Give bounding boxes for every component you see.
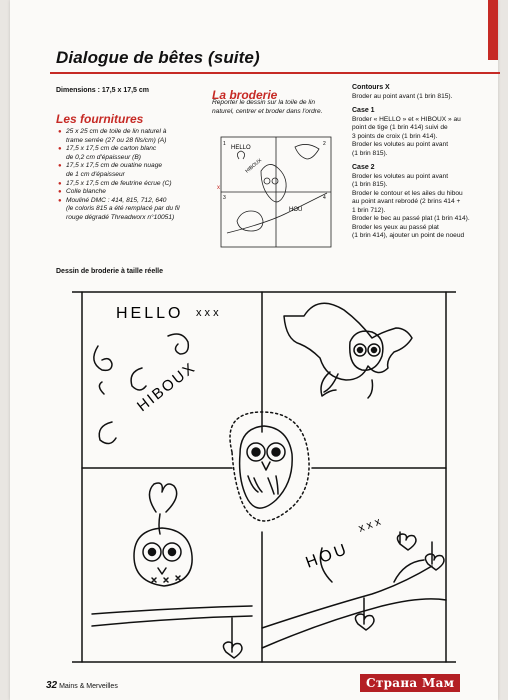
step-case-2 bbox=[352, 164, 492, 241]
sitting-owl-pupil bbox=[169, 549, 176, 556]
swirl bbox=[131, 368, 146, 390]
embroidery-pattern bbox=[72, 282, 456, 672]
list-item: trame serrée (27 ou 28 fils/cm) (A) bbox=[66, 136, 167, 144]
sitting-owl-pupil bbox=[149, 549, 156, 556]
list-item: (le coloris 815 a été remplacé par du fil bbox=[66, 205, 180, 213]
small-label-hello: HELLO bbox=[231, 145, 251, 151]
flying-owl-wings bbox=[284, 303, 412, 380]
dimensions-value: 17,5 x 17,5 cm bbox=[101, 87, 149, 94]
swirl bbox=[168, 334, 188, 354]
title-divider bbox=[50, 72, 500, 74]
broderie-line: Reporter le dessin sur la toile de lin bbox=[212, 99, 315, 106]
step-line: (1 brin 414), ajouter un point de noeud bbox=[352, 232, 465, 239]
dimensions bbox=[56, 87, 149, 94]
broderie-text bbox=[212, 99, 342, 116]
small-label-hou: HOU bbox=[289, 207, 303, 213]
sitting-owl-cross-stitches bbox=[152, 576, 180, 582]
step-line: Broder le bec au passé plat (1 brin 414). bbox=[352, 215, 470, 222]
step-line: au point avant rebrodé (2 brins 414 + bbox=[352, 198, 461, 205]
swirl bbox=[99, 422, 116, 444]
small-pattern-diagram bbox=[217, 133, 335, 251]
pattern-label-hiboux: HIBOUX bbox=[133, 358, 200, 416]
small-x-marker: x bbox=[217, 185, 220, 191]
balloon-string bbox=[159, 514, 160, 534]
diagram-caption: Dessin de broderie à taille réelle bbox=[56, 268, 163, 275]
hanging-heart bbox=[425, 542, 444, 570]
swirl bbox=[99, 382, 104, 394]
list-item: de 0,2 cm d'épaisseur (B) bbox=[66, 153, 141, 161]
small-case-number: 1 bbox=[223, 141, 226, 147]
step-line: Broder les yeux au passé plat bbox=[352, 223, 439, 231]
small-case-number: 4 bbox=[323, 195, 326, 201]
step-line: 1 brin 712). bbox=[352, 206, 386, 214]
list-item: de 1 cm d'épaisseur bbox=[66, 170, 125, 178]
center-owl-beak bbox=[262, 462, 270, 470]
instructions-column bbox=[352, 84, 492, 247]
step-contours bbox=[352, 84, 492, 101]
magazine-name: Mains & Merveilles bbox=[59, 683, 118, 690]
site-watermark: Страна Мам bbox=[360, 674, 460, 692]
pattern-label-crosses: x x x bbox=[356, 515, 383, 535]
page-title: Dialogue de bêtes (suite) bbox=[56, 48, 260, 67]
fournitures-list bbox=[58, 128, 208, 223]
small-branch bbox=[227, 193, 327, 233]
step-line: Broder les volutes au point avant bbox=[352, 141, 449, 148]
step-heading: Contours X bbox=[352, 84, 390, 91]
bottom-branch-left bbox=[92, 606, 252, 626]
list-item: rouge dégradé Threadworx n°10051) bbox=[66, 213, 175, 221]
broderie-heading: La broderie bbox=[212, 88, 278, 102]
hanging-heart bbox=[397, 532, 416, 550]
broderie-line: naturel, centrer et broder dans l'ordre. bbox=[212, 107, 323, 115]
center-owl-pupil bbox=[252, 448, 260, 456]
step-heading: Case 1 bbox=[352, 107, 375, 114]
step-line: (1 brin 815). bbox=[352, 149, 388, 157]
hanging-heart bbox=[355, 598, 374, 630]
flying-owl-pupil bbox=[358, 348, 363, 353]
small-case-number: 2 bbox=[323, 141, 326, 147]
page-footer bbox=[46, 680, 118, 691]
list-item: ● 17,5 x 17,5 cm de feutrine écrue (C) bbox=[58, 180, 208, 189]
step-line: 3 points de croix (1 brin 414). bbox=[352, 132, 438, 140]
list-item: ● Colle blanche bbox=[58, 188, 208, 197]
flying-owl-pupil bbox=[372, 348, 377, 353]
balloon-heart bbox=[149, 483, 176, 512]
sitting-owl-beak bbox=[158, 568, 166, 574]
list-item: ● 17,5 x 17,5 cm de ouatine nuage bbox=[58, 162, 208, 171]
center-owl-feathers bbox=[248, 476, 278, 494]
list-item: ● 17,5 x 17,5 cm de carton blanc bbox=[58, 145, 208, 154]
list-item: ● Mouliné DMC : 414, 815, 712, 640 bbox=[58, 197, 208, 206]
fournitures-heading: Les fournitures bbox=[56, 112, 144, 126]
step-line: Broder les volutes au point avant bbox=[352, 172, 449, 180]
center-owl-body bbox=[240, 426, 293, 508]
small-owl-eye bbox=[272, 178, 278, 184]
step-heading: Case 2 bbox=[352, 164, 375, 171]
small-owl-eye bbox=[264, 178, 270, 184]
swirl bbox=[94, 346, 112, 370]
pattern-label-hello: HELLO bbox=[116, 305, 184, 322]
page-edge-tab bbox=[488, 0, 498, 60]
step-line: (1 brin 815). bbox=[352, 181, 388, 188]
step-line: Broder au point avant (1 brin 815). bbox=[352, 92, 453, 100]
small-case-number: 3 bbox=[223, 195, 226, 201]
small-swirl bbox=[237, 151, 244, 159]
small-sitting-owl bbox=[237, 211, 263, 231]
magazine-page bbox=[10, 0, 498, 700]
step-line: point de tige (1 brin 414) suivi de bbox=[352, 124, 448, 131]
small-flying-owl bbox=[295, 144, 319, 159]
step-line: Broder « HELLO » et « HIBOUX » au bbox=[352, 115, 461, 123]
step-line: Broder le contour et les ailes du hibou bbox=[352, 189, 463, 197]
pattern-outer-square bbox=[82, 292, 446, 662]
small-label-hiboux: HIBOUX bbox=[244, 157, 263, 175]
pattern-label-crosses: x x x bbox=[196, 307, 219, 319]
dimensions-label: Dimensions : bbox=[56, 87, 100, 94]
center-owl-pupil bbox=[272, 448, 280, 456]
flying-owl-tail bbox=[324, 374, 373, 398]
sitting-owl-body bbox=[134, 528, 192, 586]
tree-branch-right bbox=[262, 548, 446, 648]
pattern-label-hou: HOU bbox=[303, 540, 352, 572]
step-case-1 bbox=[352, 107, 492, 158]
page-number: 32 bbox=[46, 680, 58, 691]
list-item: ● 25 x 25 cm de toile de lin naturel à bbox=[58, 128, 208, 137]
